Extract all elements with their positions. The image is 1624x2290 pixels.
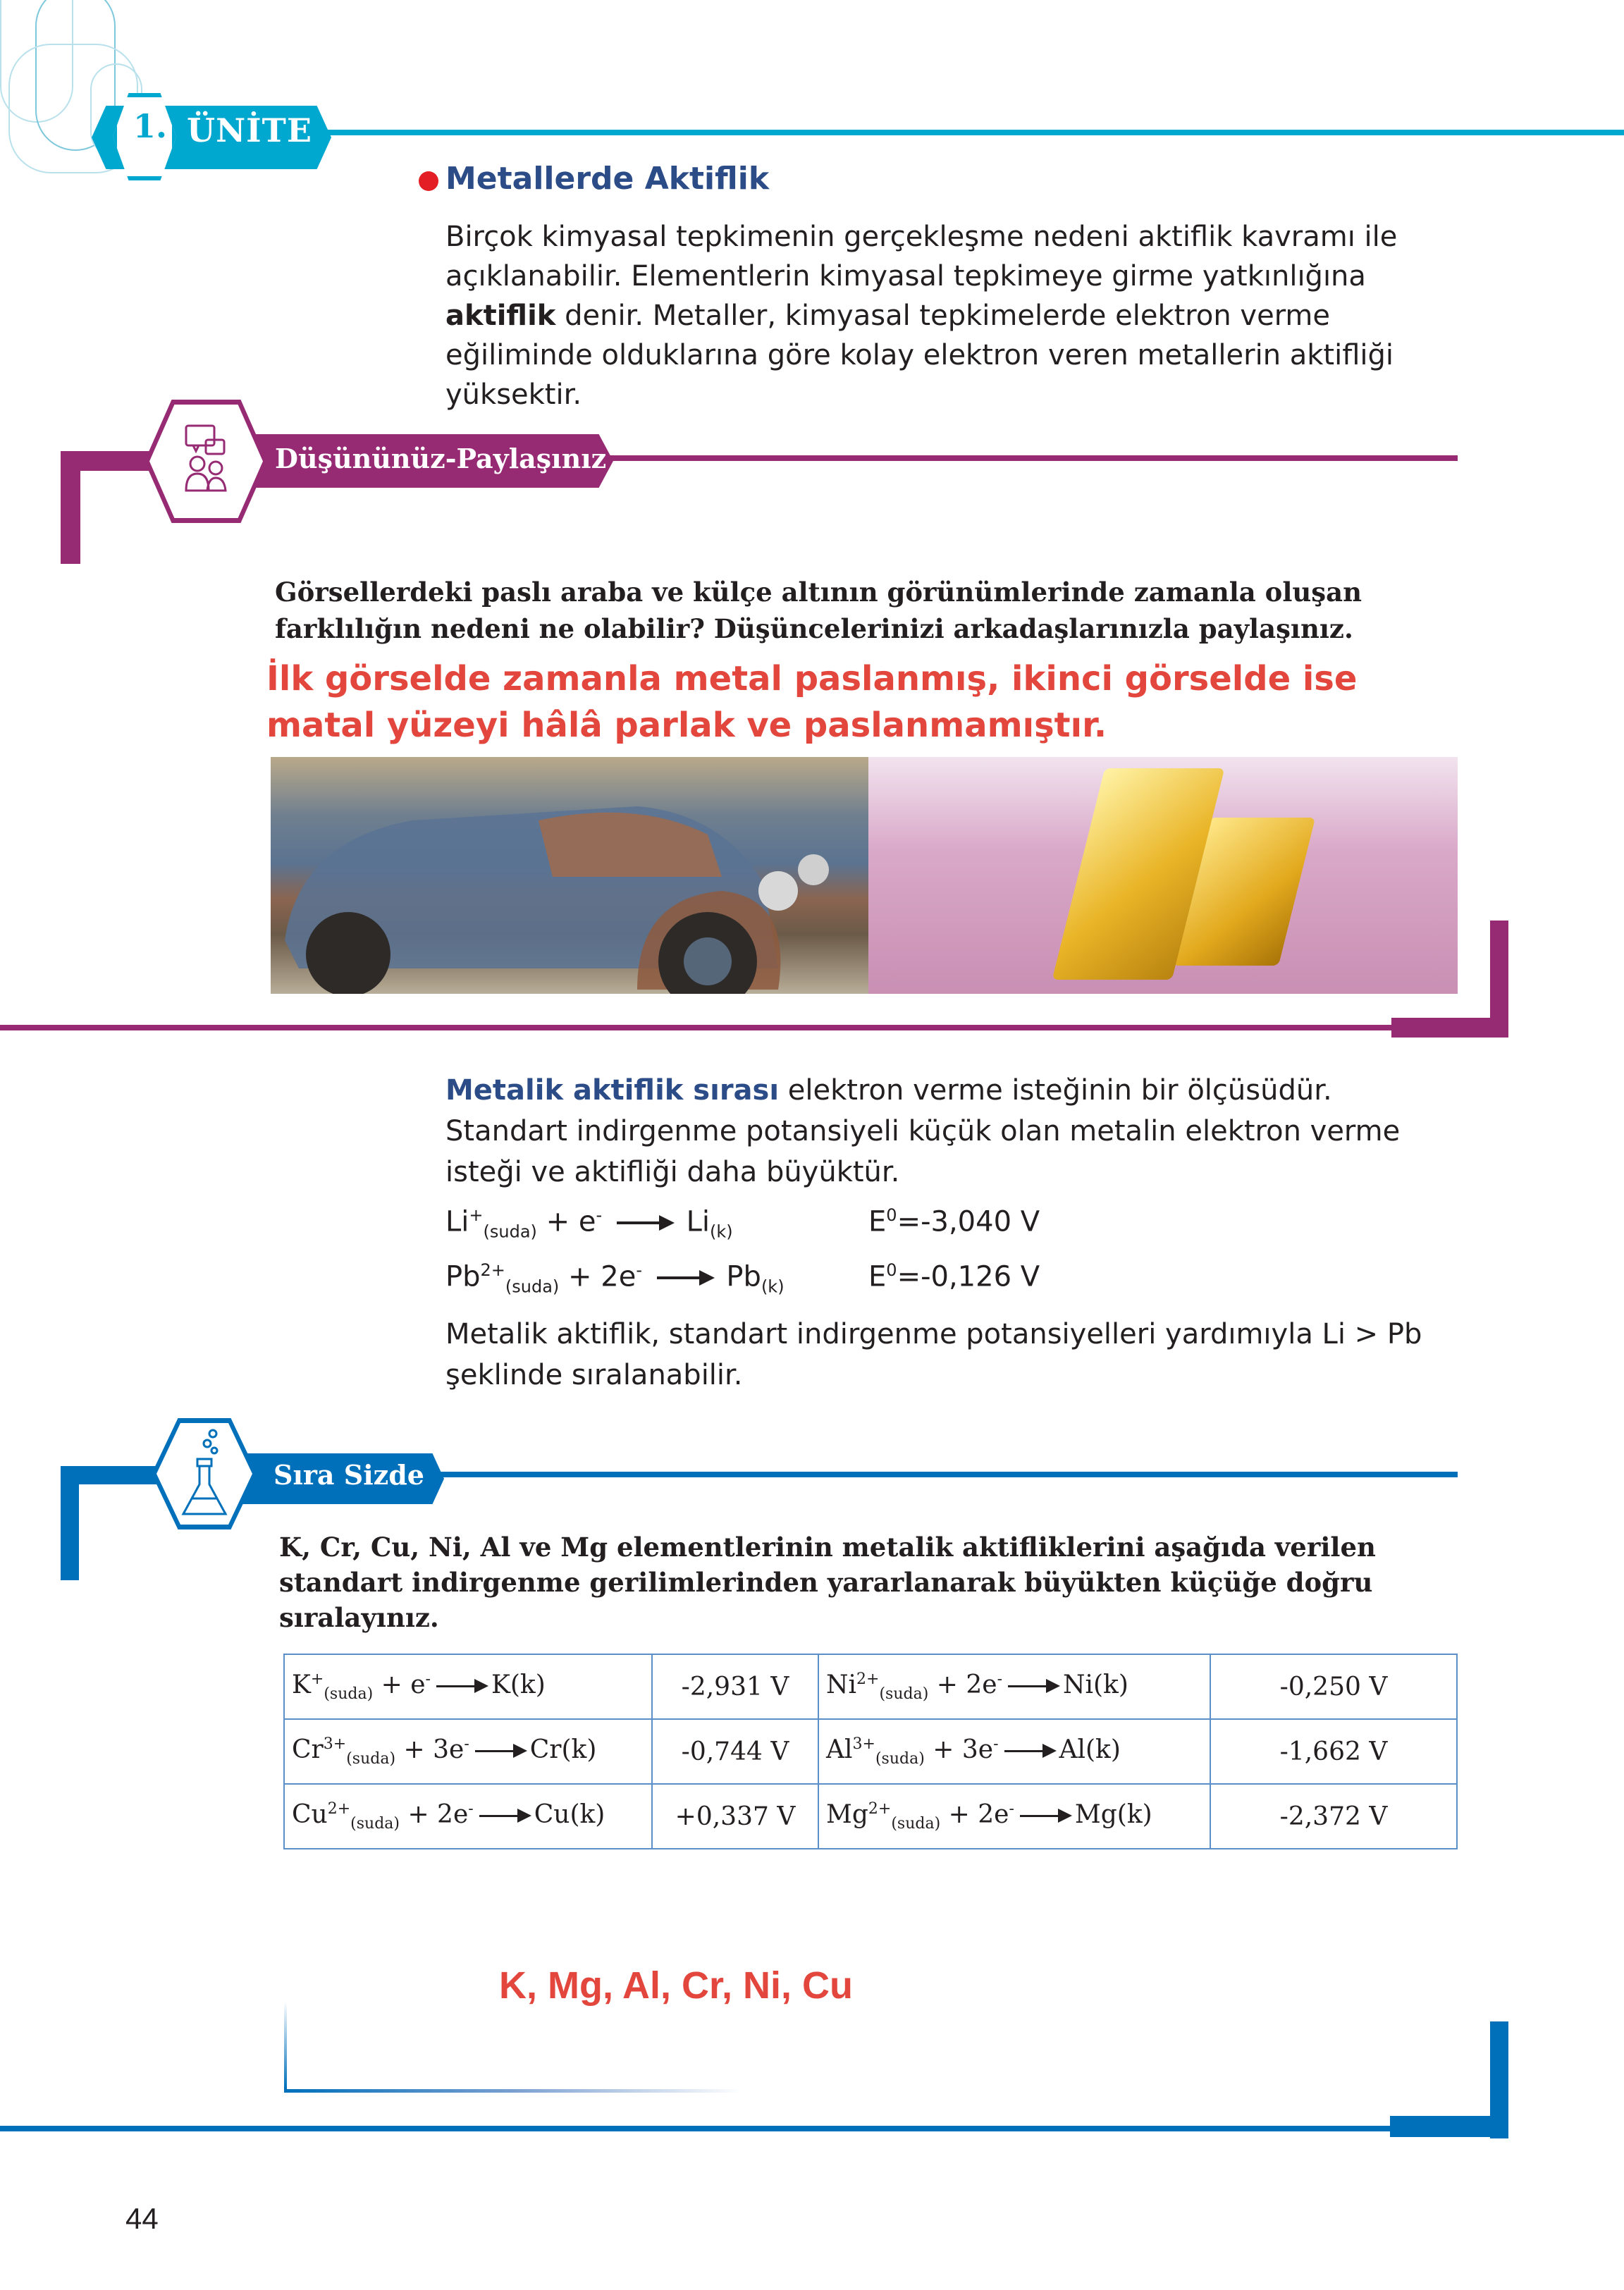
eq-charge: + xyxy=(469,1205,484,1225)
equation-li xyxy=(445,1205,733,1241)
eq-ion: Li xyxy=(445,1205,469,1238)
eq-product-state: (k) xyxy=(709,1221,733,1242)
eq-product-state: (k) xyxy=(761,1276,785,1297)
eq-electrons: + e xyxy=(546,1205,596,1238)
potential-cell: -0,744 V xyxy=(652,1719,818,1784)
discussion-people-icon xyxy=(182,423,231,500)
eq-electrons: + 2e xyxy=(568,1260,636,1293)
reaction-cell: $Al^{3+}_{(suda)} + 3e^-$ Al(k) xyxy=(818,1719,1210,1784)
flask-icon xyxy=(176,1428,233,1520)
reaction-arrow-icon xyxy=(1008,1685,1057,1687)
potential-label: E xyxy=(868,1260,887,1293)
think-share-bottom-line xyxy=(0,1025,1396,1030)
your-turn-line xyxy=(437,1472,1458,1477)
potential-cell: -2,931 V xyxy=(652,1654,818,1719)
equation-pb xyxy=(445,1260,785,1296)
activity-series-text: elektron verme isteğinin bir ölçüsüdür. Standart indirgenme potansiyeli küçük olan metalin elektron verme isteği ve aktifliği daha büyüktür. xyxy=(445,1074,1401,1188)
unit-label: ÜNİTE xyxy=(187,111,312,149)
think-share-line xyxy=(606,455,1458,461)
potential-value: =-0,126 V xyxy=(897,1260,1040,1293)
reaction-arrow-icon xyxy=(617,1221,672,1224)
think-share-answer: İlk görselde zamanla metal paslanmış, ikinci görselde ise matal yüzeyi hâlâ parlak ve paslanmamıştır. xyxy=(266,659,1358,745)
unit-header-line xyxy=(310,130,1624,135)
reaction-arrow-icon xyxy=(1004,1750,1054,1752)
eq-ion: Pb xyxy=(445,1260,481,1293)
reaction-arrow-icon xyxy=(436,1685,486,1687)
intro-paragraph xyxy=(445,217,1460,414)
section-title: Metallerde Aktiflik xyxy=(445,161,770,197)
eq-minus: - xyxy=(636,1260,642,1280)
potential-pb xyxy=(868,1260,1040,1293)
eq-product: Li xyxy=(686,1205,710,1238)
table-row xyxy=(284,1784,1457,1849)
reaction-cell: $Cu^{2+}_{(suda)} + 2e^-$ Cu(k) xyxy=(284,1784,652,1849)
eq-state: (suda) xyxy=(483,1221,537,1242)
activity-series-term: Metalik aktiflik sırası xyxy=(445,1074,780,1107)
potential-li xyxy=(868,1205,1040,1238)
intro-text-2: denir. Metaller, kimyasal tepkimelerde elektron verme eğiliminde olduklarına göre kolay elektron veren metallerin aktifliği yüksektir. xyxy=(445,300,1394,411)
potential-cell: -2,372 V xyxy=(1210,1784,1457,1849)
reaction-arrow-icon xyxy=(475,1750,524,1752)
bold-term: aktiflik xyxy=(445,300,556,332)
activity-series-conclusion: Metalik aktiflik, standart indirgenme potansiyelleri yardımıyla Li > Pb şeklinde sıralanabilir. xyxy=(445,1318,1422,1391)
potential-sup: 0 xyxy=(886,1205,897,1225)
table-row xyxy=(284,1654,1457,1719)
your-turn-corner xyxy=(1390,2116,1508,2137)
bullet-icon xyxy=(419,171,438,191)
reduction-potential-table xyxy=(283,1654,1458,1849)
your-turn-answer: K, Mg, Al, Cr, Ni, Cu xyxy=(499,1964,854,2007)
activity-series-paragraph xyxy=(445,1070,1460,1193)
reaction-arrow-icon xyxy=(479,1815,529,1817)
potential-cell: -0,250 V xyxy=(1210,1654,1457,1719)
answer-box-border xyxy=(284,2089,742,2093)
table-row xyxy=(284,1719,1457,1784)
page-number: 44 xyxy=(125,2202,159,2235)
reaction-cell: $Cr^{3+}_{(suda)} + 3e^-$ Cr(k) xyxy=(284,1719,652,1784)
eq-minus: - xyxy=(596,1205,603,1225)
reaction-cell: $K^+_{(suda)} + e^-$ K(k) xyxy=(284,1654,652,1719)
eq-product: Pb xyxy=(726,1260,761,1293)
reaction-arrow-icon xyxy=(657,1276,712,1279)
potential-cell: +0,337 V xyxy=(652,1784,818,1849)
think-share-corner xyxy=(1391,1018,1508,1038)
reaction-cell: $Ni^{2+}_{(suda)} + 2e^-$ Ni(k) xyxy=(818,1654,1210,1719)
think-share-question: Görsellerdeki paslı araba ve külçe altının görünümlerinde zamanla oluşan farklılığın nedeni ne olabilir? Düşüncelerinizi arkadaşlarınızla paylaşınız. xyxy=(275,577,1362,644)
your-turn-bottom-line xyxy=(0,2126,1403,2131)
potential-sup: 0 xyxy=(886,1260,897,1280)
potential-value: =-3,040 V xyxy=(897,1205,1040,1238)
your-turn-label: Sıra Sizde xyxy=(273,1459,424,1491)
potential-label: E xyxy=(868,1205,887,1238)
answer-box-border xyxy=(284,2002,287,2089)
your-turn-task: K, Cr, Cu, Ni, Al ve Mg elementlerinin metalik aktifliklerini aşağıda verilen standart indirgenme gerilimlerinden yararlanarak büyükten küçüğe doğru sıralayınız. xyxy=(279,1532,1376,1633)
eq-state: (suda) xyxy=(505,1276,560,1297)
rusty-car-photo xyxy=(271,757,868,994)
potential-cell: -1,662 V xyxy=(1210,1719,1457,1784)
unit-number: 1. xyxy=(133,107,168,145)
reaction-arrow-icon xyxy=(1020,1815,1069,1817)
intro-text-1: Birçok kimyasal tepkimenin gerçekleşme nedeni aktiflik kavramı ile açıklanabilir. Elementlerin kimyasal tepkimeye girme yatkınlığına xyxy=(445,221,1398,293)
think-share-label: Düşününüz-Paylaşınız xyxy=(275,443,607,474)
reaction-cell: $Mg^{2+}_{(suda)} + 2e^-$ Mg(k) xyxy=(818,1784,1210,1849)
car-silhouette-icon xyxy=(271,757,868,994)
eq-charge: 2+ xyxy=(480,1260,505,1280)
